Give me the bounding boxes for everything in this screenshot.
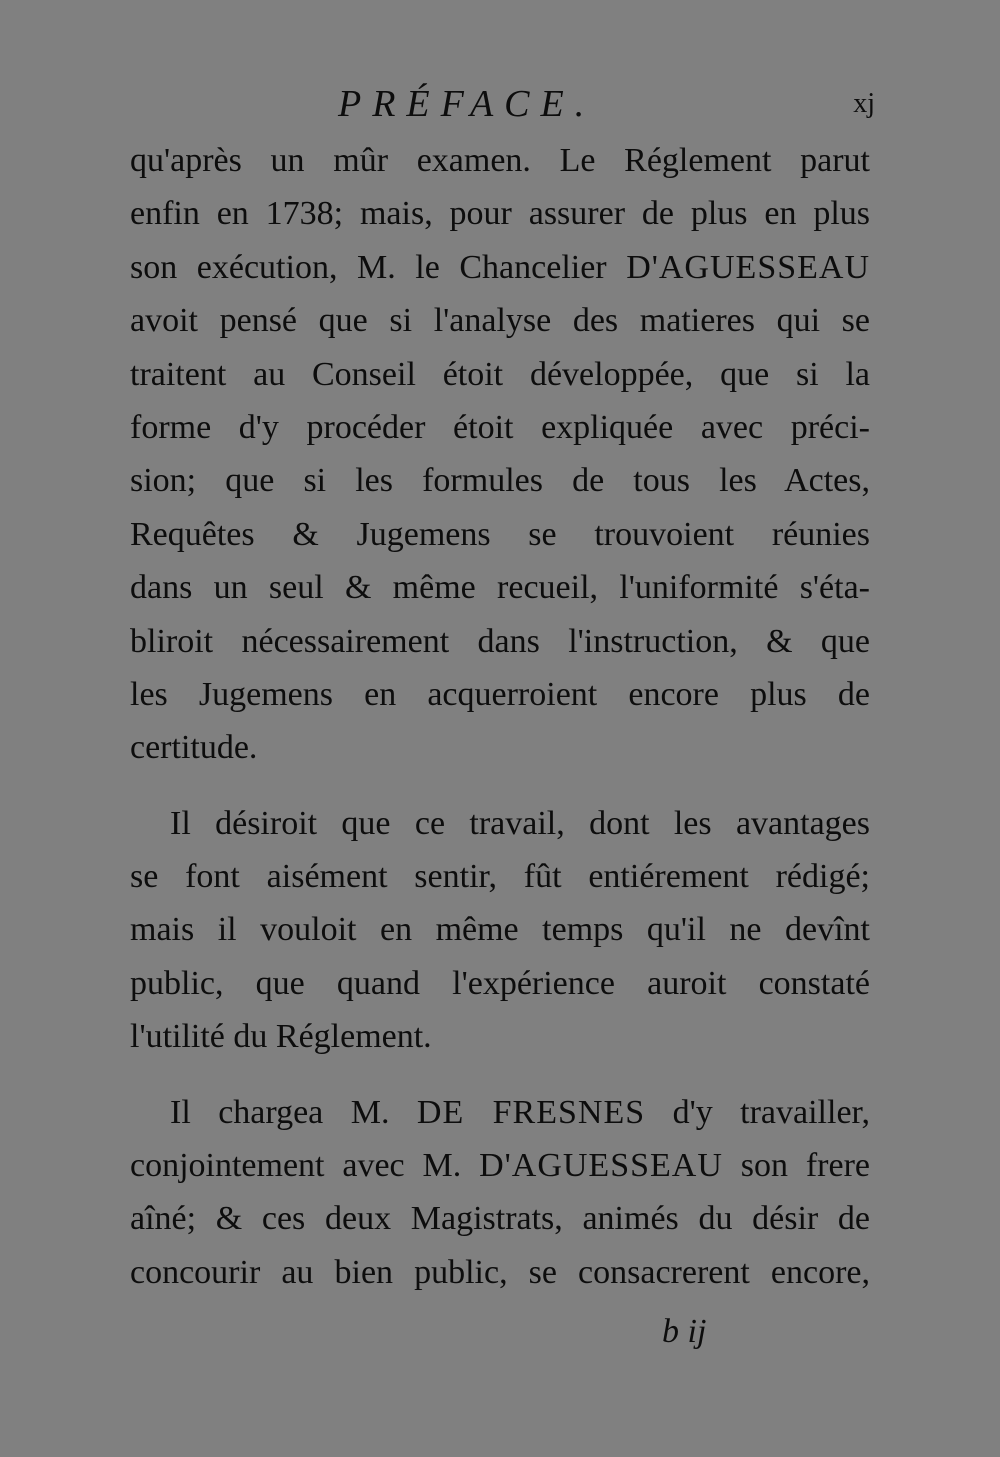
text-line: avoit pensé que si l'analyse des matieres qui se — [130, 302, 870, 340]
text-line: Il désiroit que ce travail, dont les avantages — [170, 804, 870, 842]
text-line: sion; que si les formules de tous les Actes, — [130, 462, 870, 500]
line-text: son exécution, M. le Chancelier — [130, 248, 607, 286]
page-number: xj — [853, 88, 875, 119]
paragraph-gap — [130, 775, 870, 797]
text-line: mais il vouloit en même temps qu'il ne devînt — [130, 911, 870, 949]
text-line: enfin en 1738; mais, pour assurer de plus en plus — [130, 195, 870, 233]
person-name: D'AGUESSEAU — [626, 248, 871, 286]
paragraph-1 — [130, 134, 870, 775]
text-line: les Jugemens en acquerroient encore plus de — [130, 675, 870, 713]
line-text: conjointement avec M. — [130, 1147, 462, 1185]
text-line: Requêtes & Jugemens se trouvoient réunies — [130, 515, 870, 553]
paragraph-2 — [130, 797, 870, 1064]
line-text: Il chargea M. — [170, 1093, 390, 1131]
paragraph-3 — [130, 1086, 870, 1300]
text-line — [130, 1086, 870, 1139]
text-line: se font aisément sentir, fût entiérement rédigé; — [130, 858, 870, 896]
running-title: PRÉFACE. — [338, 83, 596, 125]
text-line: aîné; & ces deux Magistrats, animés du désir de — [130, 1200, 870, 1238]
text-line: public, que quand l'expérience auroit constaté — [130, 964, 870, 1002]
text-line — [130, 1139, 870, 1192]
person-name: D'AGUESSEAU — [479, 1147, 723, 1185]
text-line: certitude. — [130, 729, 258, 767]
text-line: bliroit nécessairement dans l'instruction, & que — [130, 622, 870, 660]
signature-mark: b ij — [662, 1313, 707, 1350]
page-header — [130, 80, 875, 128]
text-line — [130, 241, 870, 294]
text-line: traitent au Conseil étoit développée, que si la — [130, 355, 870, 393]
text-line: dans un seul & même recueil, l'uniformité s'éta- — [130, 569, 870, 607]
text-line: forme d'y procéder étoit expliquée avec préci- — [130, 408, 870, 446]
person-name: DE FRESNES — [416, 1093, 646, 1131]
text-line: qu'après un mûr examen. Le Réglement parut — [130, 142, 870, 179]
line-text: d'y travailler, — [672, 1093, 870, 1131]
paragraph-gap — [130, 1064, 870, 1086]
text-line: concourir au bien public, se consacrerent encore, — [130, 1253, 870, 1291]
body-text — [130, 134, 870, 1299]
line-text: son frere — [740, 1147, 871, 1185]
text-line: l'utilité du Réglement. — [130, 1018, 432, 1056]
